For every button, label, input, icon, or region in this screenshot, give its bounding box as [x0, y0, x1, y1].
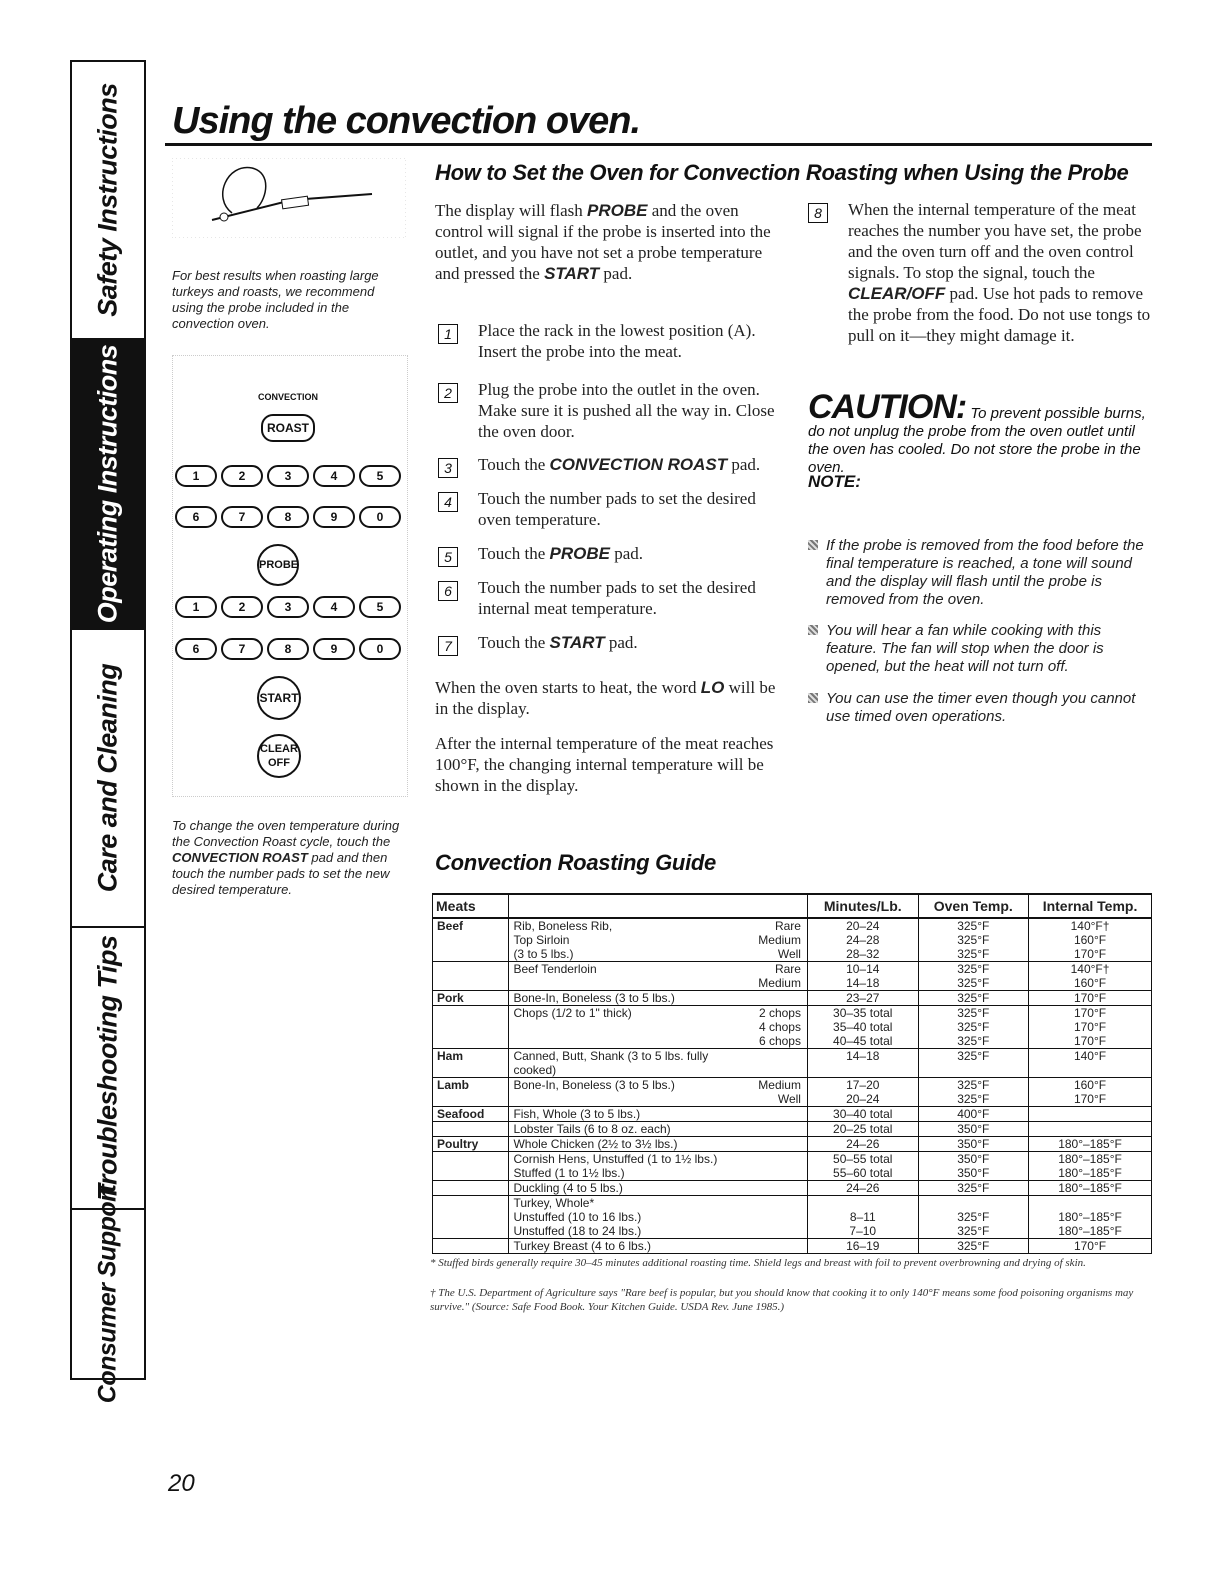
number-pad-3[interactable]: 3 [267, 465, 309, 487]
after-b: will be in the display. [435, 678, 776, 718]
number-pad-5[interactable]: 5 [359, 465, 401, 487]
convection-label: CONVECTION [258, 392, 319, 402]
section-heading-guide: Convection Roasting Guide [435, 850, 716, 875]
cell-meat: Seafood [433, 1107, 509, 1122]
note-text-3: You can use the timer even though you cannot use timed oven operations. [826, 690, 1136, 725]
tab-operating-instructions[interactable] [72, 340, 144, 630]
table-row [433, 1239, 1152, 1254]
header-minutes: Minutes/Lb. [807, 894, 918, 918]
step-5-post: pad. [609, 544, 644, 563]
intro-kw-start: START [544, 264, 600, 283]
probe-pad[interactable]: PROBE [257, 544, 299, 586]
cell-description [509, 962, 808, 991]
cell-oven-temp: 325°F [918, 1239, 1029, 1254]
cell-oven-temp: 325°F 325°F 325°F [918, 918, 1029, 962]
cell-meat [433, 1196, 509, 1239]
step-number-5: 5 [438, 547, 458, 567]
cell-minutes: 24–26 [807, 1137, 918, 1152]
tab-label: Care and Cleaning [92, 663, 123, 893]
tab-label: Operating Instructions [92, 344, 123, 624]
description-text: Canned, Butt, Shank (3 to 5 lbs. fully cooked) [513, 1049, 709, 1077]
step-3-kw: CONVECTION ROAST [549, 455, 728, 474]
probe-caption: For best results when roasting large turkeys and roasts, we recommend using the probe included in the convection oven. [172, 268, 379, 331]
after-paragraph-1 [435, 677, 785, 719]
table-row [433, 1006, 1152, 1049]
bullet-icon [808, 540, 818, 550]
panel-caption-keyword: CONVECTION ROAST [172, 850, 308, 865]
number-pad-2[interactable]: 2 [221, 465, 263, 487]
header-internal-temp: Internal Temp. [1029, 894, 1152, 918]
table-row [433, 1078, 1152, 1107]
step-number-7: 7 [438, 636, 458, 656]
step-6-text: Touch the number pads to set the desired internal meat temperature. [478, 578, 756, 618]
step-number-3: 3 [438, 458, 458, 478]
cell-internal-temp [1029, 1122, 1152, 1137]
number-pad-5-b[interactable]: 5 [359, 596, 401, 618]
step-8-text [848, 199, 1153, 346]
number-pad-1-b[interactable]: 1 [175, 596, 217, 618]
note-text-1: If the probe is removed from the food before the final temperature is reached, a tone will sound and the display will flash until the probe is removed from the oven. [826, 537, 1144, 608]
number-pad-6[interactable]: 6 [175, 506, 217, 528]
caution-heading: CAUTION: [808, 388, 967, 426]
number-pad-1[interactable]: 1 [175, 465, 217, 487]
cell-minutes: 20–25 total [807, 1122, 918, 1137]
cell-minutes: 14–18 [807, 1049, 918, 1078]
clear-label: CLEAR [260, 743, 298, 755]
panel-caption [172, 818, 407, 898]
description-text: Chops (1/2 to 1" thick) [513, 1006, 632, 1020]
step-8-pre: When the internal temperature of the meat reaches the number you have set, the probe and the oven turn off and the oven control signals. To stop the signal, touch the [848, 200, 1142, 282]
cell-oven-temp: 350°F 350°F [918, 1152, 1029, 1181]
description-text: Turkey Breast (4 to 6 lbs.) [513, 1239, 652, 1253]
description-text: Turkey, Whole* Unstuffed (10 to 16 lbs.) Unstuffed (18 to 24 lbs.) [513, 1196, 642, 1238]
number-pad-8[interactable]: 8 [267, 506, 309, 528]
sidebar [70, 60, 146, 1404]
table-row [433, 918, 1152, 962]
tab-label: Safety Instructions [92, 83, 123, 317]
title-rule [165, 143, 1152, 146]
cell-oven-temp: 325°F 325°F [918, 1078, 1029, 1107]
cell-internal-temp: 170°F 170°F 170°F [1029, 1006, 1152, 1049]
cell-description [509, 991, 808, 1006]
cell-description [509, 918, 808, 962]
step-8-kw: CLEAR/OFF [848, 284, 946, 303]
intro-kw-probe: PROBE [587, 201, 648, 220]
tab-consumer-support[interactable] [72, 1184, 144, 1404]
doneness-text: Medium Well [758, 1078, 801, 1106]
cell-oven-temp: 325°F [918, 1049, 1029, 1078]
footnote-usda: † The U.S. Department of Agriculture says "Rare beef is popular, but you should know that cooking it to only 140°F means some food poisoning organisms may survive." (Source: Safe Food Book. Your Kitchen Guide. USDA Rev. June 1985.) [430, 1287, 1134, 1313]
cell-description [509, 1137, 808, 1152]
cell-oven-temp: 400°F [918, 1107, 1029, 1122]
cell-meat [433, 962, 509, 991]
panel-caption-b: pad and then touch the number pads to set the new desired temperature. [172, 850, 390, 897]
step-3-post: pad. [727, 455, 761, 474]
section-heading-probe: How to Set the Oven for Convection Roasting when Using the Probe [435, 160, 1129, 185]
step-2-text: Plug the probe into the outlet in the oven. Make sure it is pushed all the way in. Close the oven door. [478, 380, 775, 441]
intro-c: pad. [599, 264, 633, 283]
description-text: Duckling (4 to 5 lbs.) [513, 1181, 623, 1195]
cell-meat: Poultry [433, 1137, 509, 1152]
step-number-1: 1 [438, 324, 458, 344]
cell-oven-temp: 325°F [918, 1181, 1029, 1196]
note-item-3 [808, 690, 1153, 726]
note-label: NOTE: [808, 472, 861, 491]
bullet-icon [808, 625, 818, 635]
table-row [433, 1196, 1152, 1239]
cell-internal-temp: 170°F [1029, 991, 1152, 1006]
cell-meat: Lamb [433, 1078, 509, 1107]
cell-description [509, 1078, 808, 1107]
note-text-2: You will hear a fan while cooking with this feature. The fan will stop when the door is opened, but the heat will not turn off. [826, 622, 1104, 675]
cell-description [509, 1107, 808, 1122]
cell-internal-temp: 180°–185°F 180°–185°F [1029, 1152, 1152, 1181]
cell-oven-temp: 325°F 325°F [918, 962, 1029, 991]
cell-meat: Ham [433, 1049, 509, 1078]
description-text: Bone-In, Boneless (3 to 5 lbs.) [513, 991, 675, 1005]
cell-oven-temp: 325°F [918, 991, 1029, 1006]
step-number-6: 6 [438, 581, 458, 601]
page-title: Using the convection oven. [172, 100, 641, 142]
roasting-guide-table [432, 893, 1152, 1254]
off-label: OFF [268, 757, 290, 769]
cell-internal-temp: 180°–185°F [1029, 1181, 1152, 1196]
tab-label: Troubleshooting Tips [92, 935, 123, 1201]
note-item-1 [808, 537, 1153, 609]
number-pad-3-b[interactable]: 3 [267, 596, 309, 618]
cell-description [509, 1006, 808, 1049]
step-number-2: 2 [438, 383, 458, 403]
header-description [509, 894, 808, 918]
step-1-text: Place the rack in the lowest position (A). Insert the probe into the meat. [478, 321, 756, 361]
start-pad[interactable]: START [257, 676, 301, 720]
cell-meat [433, 1181, 509, 1196]
cell-minutes: 17–20 20–24 [807, 1078, 918, 1107]
cell-minutes: 16–19 [807, 1239, 918, 1254]
after-a: When the oven starts to heat, the word [435, 678, 701, 697]
number-pad-9-b[interactable]: 9 [313, 638, 355, 660]
number-pad-7-b[interactable]: 7 [221, 638, 263, 660]
cell-internal-temp [1029, 1107, 1152, 1122]
probe-illustration [172, 158, 406, 238]
cell-oven-temp: 350°F [918, 1137, 1029, 1152]
cell-minutes: 30–40 total [807, 1107, 918, 1122]
cell-internal-temp: 160°F 170°F [1029, 1078, 1152, 1107]
caution-block [808, 388, 1158, 477]
number-pad-2-b[interactable]: 2 [221, 596, 263, 618]
step-4-text: Touch the number pads to set the desired oven temperature. [478, 489, 756, 529]
table-row [433, 1049, 1152, 1078]
cell-description [509, 1239, 808, 1254]
number-pad-7[interactable]: 7 [221, 506, 263, 528]
panel-caption-a: To change the oven temperature during the Convection Roast cycle, touch the [172, 818, 400, 849]
table-row [433, 1181, 1152, 1196]
cell-internal-temp: 180°–185°F [1029, 1137, 1152, 1152]
cell-internal-temp: 180°–185°F 180°–185°F [1029, 1196, 1152, 1239]
tab-care-and-cleaning[interactable] [72, 630, 144, 928]
footnote-stuffed: * Stuffed birds generally require 30–45 minutes additional roasting time. Shield legs and breast with foil to prevent overbrowning and drying of skin. [430, 1257, 1086, 1269]
page-number: 20 [168, 1470, 195, 1497]
step-3-text [478, 454, 788, 475]
table-row [433, 991, 1152, 1006]
header-meats: Meats [433, 894, 509, 918]
table-row [433, 1122, 1152, 1137]
cell-description [509, 1196, 808, 1239]
cell-internal-temp: 170°F [1029, 1239, 1152, 1254]
doneness-text: Rare Medium Well [758, 919, 801, 961]
description-text: Rib, Boneless Rib, Top Sirloin (3 to 5 lbs.) [513, 919, 613, 961]
cell-minutes: 30–35 total 35–40 total 40–45 total [807, 1006, 918, 1049]
cell-internal-temp: 140°F† 160°F 170°F [1029, 918, 1152, 962]
description-text: Cornish Hens, Unstuffed (1 to 1½ lbs.) Stuffed (1 to 1½ lbs.) [513, 1152, 718, 1180]
step-7-text [478, 632, 788, 653]
cell-description [509, 1181, 808, 1196]
cell-meat [433, 1006, 509, 1049]
doneness-text: Rare Medium [758, 962, 801, 990]
description-text: Whole Chicken (2½ to 3½ lbs.) [513, 1137, 678, 1151]
table-header-row [433, 894, 1152, 918]
tab-label: Consumer Support [93, 1184, 122, 1404]
cell-description [509, 1152, 808, 1181]
description-text: Bone-In, Boneless (3 to 5 lbs.) [513, 1078, 675, 1092]
control-panel [172, 355, 408, 797]
roast-pad[interactable]: ROAST [261, 414, 315, 442]
note-item-2 [808, 622, 1153, 676]
step-7-kw: START [549, 633, 605, 652]
header-oven-temp: Oven Temp. [918, 894, 1029, 918]
step-8-post: pad. Use hot pads to remove the probe from the food. Do not use tongs to pull on it—they might damage it. [848, 284, 1151, 345]
cell-description [509, 1049, 808, 1078]
after-kw: LO [700, 678, 725, 697]
step-number-8: 8 [808, 203, 828, 223]
step-3-pre: Touch the [478, 455, 550, 474]
description-text: Lobster Tails (6 to 8 oz. each) [513, 1122, 671, 1136]
cell-minutes: 10–14 14–18 [807, 962, 918, 991]
number-pad-8-b[interactable]: 8 [267, 638, 309, 660]
bullet-icon [808, 693, 818, 703]
step-5-text [478, 543, 788, 564]
tab-safety-instructions[interactable] [72, 62, 144, 340]
cell-minutes: 20–24 24–28 28–32 [807, 918, 918, 962]
intro-b: and the oven control will signal if the probe is inserted into the outlet, and you have not set a probe temperature and pressed the [435, 201, 771, 283]
clear-off-pad[interactable] [257, 734, 301, 778]
intro-a: The display will flash [435, 201, 588, 220]
description-text: Fish, Whole (3 to 5 lbs.) [513, 1107, 641, 1121]
doneness-text: 2 chops 4 chops 6 chops [758, 1006, 801, 1048]
cell-meat [433, 1152, 509, 1181]
table-body [433, 918, 1152, 1254]
step-7-post: pad. [604, 633, 638, 652]
table-row [433, 1137, 1152, 1152]
cell-oven-temp: 325°F 325°F 325°F [918, 1006, 1029, 1049]
step-5-pre: Touch the [478, 544, 550, 563]
table-row [433, 1152, 1152, 1181]
number-pad-6-b[interactable]: 6 [175, 638, 217, 660]
number-pad-0[interactable]: 0 [359, 506, 401, 528]
number-pad-0-b[interactable]: 0 [359, 638, 401, 660]
number-pad-4[interactable]: 4 [313, 465, 355, 487]
cell-meat [433, 1122, 509, 1137]
table-row [433, 962, 1152, 991]
intro-paragraph [435, 200, 785, 284]
after-paragraph-2: After the internal temperature of the meat reaches 100°F, the changing internal temperature will be shown in the display. [435, 734, 774, 795]
cell-minutes: 8–11 7–10 [807, 1196, 918, 1239]
number-pad-4-b[interactable]: 4 [313, 596, 355, 618]
cell-internal-temp: 140°F† 160°F [1029, 962, 1152, 991]
step-number-4: 4 [438, 492, 458, 512]
cell-description [509, 1122, 808, 1137]
cell-meat: Pork [433, 991, 509, 1006]
step-5-kw: PROBE [549, 544, 610, 563]
cell-minutes: 23–27 [807, 991, 918, 1006]
cell-minutes: 24–26 [807, 1181, 918, 1196]
cell-internal-temp: 140°F [1029, 1049, 1152, 1078]
cell-oven-temp: 350°F [918, 1122, 1029, 1137]
cell-meat: Beef [433, 918, 509, 962]
table-row [433, 1107, 1152, 1122]
description-text: Beef Tenderloin [513, 962, 597, 976]
cell-minutes: 50–55 total 55–60 total [807, 1152, 918, 1181]
step-7-pre: Touch the [478, 633, 550, 652]
tab-troubleshooting-tips[interactable] [72, 928, 144, 1210]
caution-text: To prevent possible burns, do not unplug the probe from the oven outlet until the oven has cooled. Do not store the probe in the oven. [808, 405, 1146, 476]
cell-oven-temp: 325°F 325°F [918, 1196, 1029, 1239]
cell-meat [433, 1239, 509, 1254]
number-pad-9[interactable]: 9 [313, 506, 355, 528]
